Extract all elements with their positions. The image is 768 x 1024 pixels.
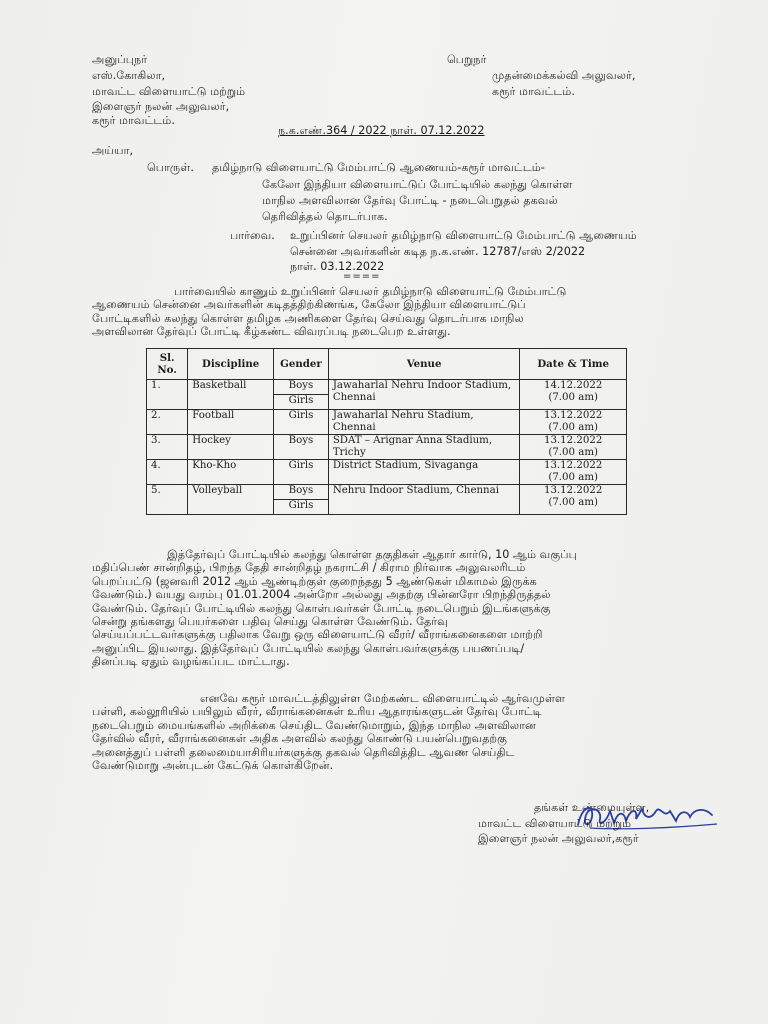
reference-label: பார்வை. [230,229,275,242]
header-sl-no: Sl. No. [147,349,188,380]
to-label: பெறுநர் [447,53,487,66]
to-district: கரூர் மாவட்டம். [492,85,575,98]
table-row [147,435,627,460]
cell-venue: Nehru Indoor Stadium, Chennai [328,485,519,515]
paragraph-line: தேர்வில் வீரர், வீராங்கனைகள் அதிக அளவில் கலந்து கொண்டு பயன்பெறுவதற்கு [92,732,508,746]
paragraph-line: போட்டிகளில் கலந்து கொள்ள தமிழக அணிகளை தேர்வு செய்வது தொடர்பாக மாநில [92,311,524,325]
header-gender: Gender [274,349,329,380]
paragraph-line: இத்தேர்வுப் போட்டியில் கலந்து கொள்ள தகுதிகள் ஆதார் கார்டு, 10 ஆம் வகுப்பு [167,548,577,561]
cell-discipline: Basketball [188,380,274,410]
cell-sl: 5. [147,485,188,515]
table-row [147,485,627,500]
cell-time: (7.00 am) [548,392,598,403]
cell-discipline: Hockey [188,435,274,460]
paragraph-line: பார்வையில் காணும் உறுப்பினர் செயலர் தமிழ்நாடு விளையாட்டு மேம்பாட்டு [174,285,567,298]
paragraph-line: வேண்டுமாறு அன்புடன் கேட்டுக் கொள்கிறேன். [92,759,334,773]
paragraph-line: செய்யப்பட்டவர்களுக்கு பதிலாக வேறு ஒரு விளையாட்டு வீரர்/ வீராங்கனைகளை மாற்றி [92,628,543,642]
closing-yours-faithfully: தங்கள் உண்மையுள்ள, [534,801,650,814]
header-venue: Venue [328,349,519,380]
reference-line-2: சென்னை அவர்களின் கடித ந.க.எண். 12787/எஸ் 2/2022 [290,245,586,258]
to-designation: முதன்மைக்கல்வி அலுவலர், [492,69,636,82]
cell-date: 14.12.2022 [543,380,603,391]
cell-gender: Girls [274,500,329,515]
paragraph-line: அனுப்பிட இயலாது. இத்தேர்வுப் போட்டியில் கலந்து கொள்பவர்களுக்கு பயணப்படி/ [92,641,525,655]
closing-designation-1: மாவட்ட விளையாட்டு மற்றும் [478,817,632,830]
cell-discipline: Kho-Kho [188,460,274,485]
header-discipline: Discipline [188,349,274,380]
cell-date-time [520,460,627,485]
table-row [147,380,627,395]
paragraph-line: தினப்படி ஏதும் வழங்கப்பட மாட்டாது. [92,655,290,669]
section-separator: ==== [343,271,381,282]
subject-line-1: தமிழ்நாடு விளையாட்டு மேம்பாட்டு ஆணையம்-கரூர் மாவட்டம்- [212,161,545,174]
cell-discipline: Football [188,410,274,435]
paragraph-eligibility [92,548,686,669]
reference-line-3: நாள். 03.12.2022 [290,260,385,273]
reference-number: ந.க.எண்.364 / 2022 நாள். 07.12.2022 [278,124,485,137]
paragraph-line: நடைபெறும் மையங்களில் அறிக்கை செய்திட வேண்டுமாறும், இந்த மாநில அளவிலான [92,718,536,732]
from-name: எஸ்.கோகிலா, [92,69,166,82]
closing-designation-2: இளைஞர் நலன் அலுவலர்,கரூர் [478,832,639,845]
paragraph-line: மதிப்பெண் சான்றிதழ், பிறந்த தேதி சான்றிதழ் நகராட்சி / கிராம நிர்வாக அலுவலரிடம் [92,561,526,575]
cell-gender: Girls [274,410,329,435]
cell-date: 13.12.2022 [543,460,603,471]
paragraph-line: பள்ளி, கல்லூரியில் பயிலும் வீரர், வீராங்கனைகள் உரிய ஆதாரங்களுடன் தேர்வு போட்டி [92,705,542,719]
paragraph-line: வேண்டும். தேர்வுப் போட்டியில் கலந்து கொள்பவர்கள் போட்டி நடைபெறும் இடங்களுக்கு [92,601,551,615]
cell-date-time [520,410,627,435]
cell-gender: Boys [274,485,329,500]
salutation: அய்யா, [92,144,134,157]
subject-line-3: மாநில அளவிலான தேர்வு போட்டி - நடைபெறுதல் தகவல் [262,194,558,207]
cell-time: (7.00 am) [548,497,598,508]
cell-date-time [520,485,627,515]
from-designation-1: மாவட்ட விளையாட்டு மற்றும் [92,85,246,98]
cell-discipline: Volleyball [188,485,274,515]
cell-date: 13.12.2022 [543,485,603,496]
cell-sl: 4. [147,460,188,485]
from-district: கரூர் மாவட்டம். [92,114,175,127]
paragraph-line: ஆணையம் சென்னை அவர்களின் கடிதத்திற்கிணங்க, கேலோ இந்தியா விளையாட்டுப் [92,298,526,312]
cell-venue: District Stadium, Sivaganga [328,460,519,485]
from-designation-2: இளைஞர் நலன் அலுவலர், [92,100,230,113]
cell-time: (7.00 am) [548,447,598,458]
subject-label: பொருள். [147,161,194,174]
cell-sl: 2. [147,410,188,435]
cell-time: (7.00 am) [548,472,598,483]
paragraph-line: பெறப்பட்டு (ஜனவரி 2012 ஆம் ஆண்டிற்குள் குறைந்தது 5 ஆண்டுகள் மிகாமல் இருக்க [92,574,537,588]
cell-sl: 3. [147,435,188,460]
paragraph-line: அனைத்துப் பள்ளி தலைமையாசிரியர்களுக்கு தகவல் தெரிவித்திட ஆவண செய்திட [92,745,515,759]
cell-gender: Girls [274,395,329,410]
cell-gender: Boys [274,435,329,460]
paragraph-line: வேண்டும்.) வயது வரம்பு 01.01.2004 அன்றோ அல்லது அதற்கு பின்னரோ பிறந்திருத்தல் [92,588,551,602]
subject-line-4: தெரிவித்தல் தொடர்பாக. [262,210,388,223]
cell-date-time [520,380,627,410]
cell-venue: SDAT – Arignar Anna Stadium, Trichy [328,435,519,460]
header-date-time: Date & Time [520,349,627,380]
paragraph-line: சென்று தங்களது பெயர்களை பதிவு செய்து கொள்ள வேண்டும். தேர்வு [92,615,448,629]
cell-venue: Jawaharlal Nehru Stadium, Chennai [328,410,519,435]
selection-schedule-table [146,348,627,515]
paragraph-request [92,692,686,772]
from-label: அனுப்புநர் [92,53,148,66]
table-row [147,410,627,435]
table-row [147,460,627,485]
cell-sl: 1. [147,380,188,410]
cell-venue: Jawaharlal Nehru Indoor Stadium, Chennai [328,380,519,410]
cell-time: (7.00 am) [548,422,598,433]
paragraph-line: எனவே கரூர் மாவட்டத்திலுள்ள மேற்கண்ட விளையாட்டில் ஆர்வமுள்ள [200,692,566,705]
cell-gender: Girls [274,460,329,485]
cell-date-time [520,435,627,460]
cell-date: 13.12.2022 [543,410,603,421]
paragraph-intro [92,285,686,339]
paragraph-line: அளவிலான தேர்வுப் போட்டி கீழ்கண்ட விவரப்படி நடைபெற உள்ளது. [92,325,451,339]
reference-line-1: உறுப்பினர் செயலர் தமிழ்நாடு விளையாட்டு மேம்பாட்டு ஆணையம் [290,229,637,242]
table-header-row [147,349,627,380]
cell-gender: Boys [274,380,329,395]
subject-line-2: கேலோ இந்தியா விளையாட்டுப் போட்டியில் கலந்து கொள்ள [262,178,573,191]
cell-date: 13.12.2022 [543,435,603,446]
